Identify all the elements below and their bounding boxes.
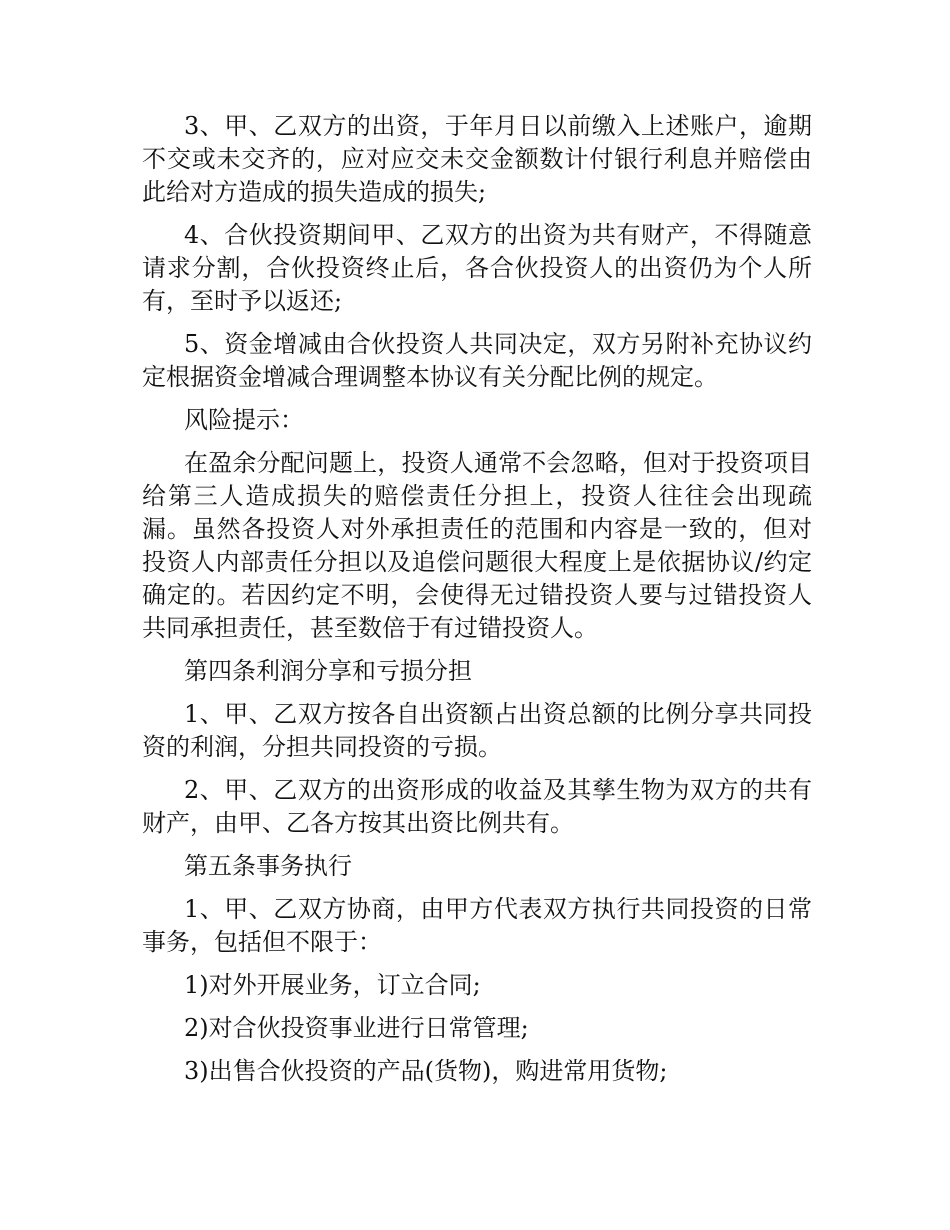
paragraph-clause-3-contribution-deadline: 3、甲、乙双方的出资，于年月日以前缴入上述账户，逾期不交或未交齐的，应对应交未交金额数计付银行利息并赔偿由此给对方造成的损失造成的损失; [142, 112, 812, 206]
paragraph-risk-warning-body: 在盈余分配问题上，投资人通常不会忽略，但对于投资项目给第三人造成损失的赔偿责任分担上，投资人往往会出现疏漏。虽然各投资人对外承担责任的范围和内容是一致的，但对投资人内部责任分担以及追偿问题很大程度上是依据协议/约定确定的。若因约定不明，会使得无过错投资人要与过错投资人共同承担责任，甚至数倍于有过错投资人。 [142, 449, 812, 642]
risk-warning-heading: 风险提示： [184, 406, 304, 434]
list-item-daily-management: 2)对合伙投资事业进行日常管理; [184, 1014, 529, 1042]
article-4-heading: 第四条利润分享和亏损分担 [184, 657, 472, 685]
paragraph-article-4-item-1: 1、甲、乙双方按各自出资额占出资总额的比例分享共同投资的利润，分担共同投资的亏损。 [142, 700, 812, 761]
paragraph-article-4-item-2: 2、甲、乙双方的出资形成的收益及其孳生物为双方的共有财产，由甲、乙各方按其出资比例共有。 [142, 776, 812, 837]
paragraph-clause-5-capital-adjustment: 5、资金增减由合伙投资人共同决定，双方另附补充协议约定根据资金增减合理调整本协议有关分配比例的规定。 [142, 330, 812, 391]
article-5-heading: 第五条事务执行 [184, 852, 352, 880]
paragraph-clause-4-common-property: 4、合伙投资期间甲、乙双方的出资为共有财产，不得随意请求分割，合伙投资终止后，各合伙投资人的出资仍为个人所有，至时予以返还; [142, 221, 812, 315]
list-item-sales-and-purchases: 3)出售合伙投资的产品(货物)，购进常用货物; [184, 1057, 668, 1085]
document-page [142, 110, 812, 1098]
list-item-external-business: 1)对外开展业务，订立合同; [184, 971, 481, 999]
paragraph-article-5-item-1: 1、甲、乙双方协商，由甲方代表双方执行共同投资的日常事务，包括但不限于： [142, 895, 812, 956]
